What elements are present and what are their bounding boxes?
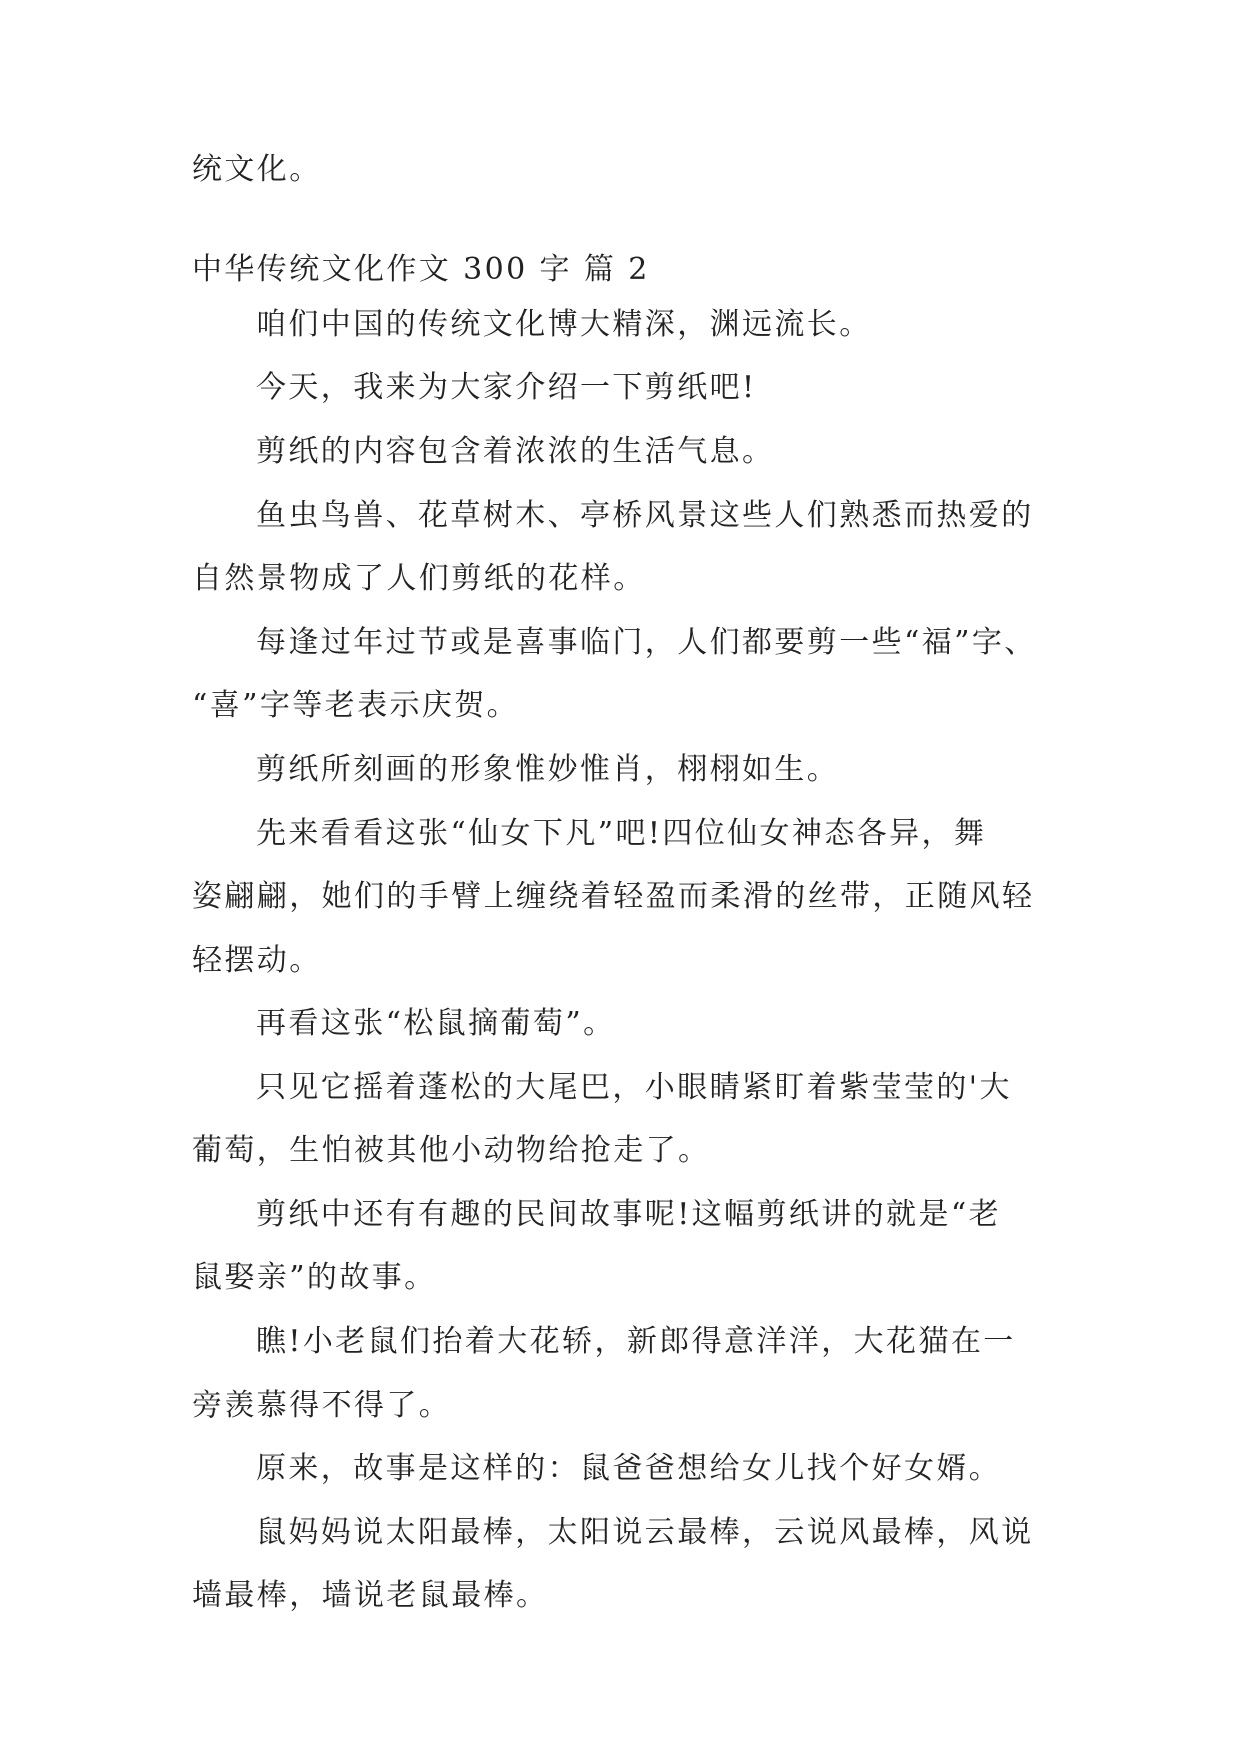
paragraph-line: 剪纸所刻画的形象惟妙惟肖，栩栩如生。	[256, 752, 840, 787]
paragraph-line: 每逢过年过节或是喜事临门，人们都要剪一些“福”字、	[256, 625, 1037, 660]
paragraph-line: 鱼虫鸟兽、花草树木、亭桥风景这些人们熟悉而热爱的	[256, 498, 1034, 533]
paragraph-line: “喜”字等老表示庆贺。	[192, 688, 520, 723]
paragraph-line: 姿翩翩，她们的手臂上缠绕着轻盈而柔滑的丝带，正随风轻	[192, 879, 1035, 914]
paragraph-line: 今天，我来为大家介绍一下剪纸吧!	[256, 370, 757, 405]
paragraph-line: 先来看看这张“仙女下凡”吧!四位仙女神态各异，舞	[256, 816, 987, 851]
paragraph-line: 轻摆动。	[192, 943, 322, 978]
paragraph-line: 自然景物成了人们剪纸的花样。	[192, 561, 646, 596]
paragraph-line: 瞧!小老鼠们抬着大花轿，新郎得意洋洋，大花猫在一	[256, 1324, 1016, 1359]
paragraph-line: 墙最棒，墙说老鼠最棒。	[192, 1578, 549, 1613]
paragraph-line: 剪纸的内容包含着浓浓的生活气息。	[256, 434, 775, 469]
paragraph-line: 葡萄，生怕被其他小动物给抢走了。	[192, 1133, 711, 1168]
paragraph-line: 剪纸中还有有趣的民间故事呢!这幅剪纸讲的就是“老	[256, 1197, 1001, 1232]
paragraph-line: 原来，故事是这样的：鼠爸爸想给女儿找个好女婿。	[256, 1451, 1002, 1486]
paragraph-line: 咱们中国的传统文化博大精深，渊远流长。	[256, 307, 872, 342]
paragraph-continuation: 统文化。	[192, 152, 322, 187]
paragraph-line: 再看这张“松鼠摘葡萄”。	[256, 1006, 616, 1041]
paragraph-line: 旁羡慕得不得了。	[192, 1388, 452, 1423]
paragraph-line: 鼠娶亲”的故事。	[192, 1260, 437, 1295]
paragraph-line: 鼠妈妈说太阳最棒，太阳说云最棒，云说风最棒，风说	[256, 1515, 1034, 1550]
section-heading: 中华传统文化作文 300 字 篇 2	[192, 252, 650, 287]
paragraph-line: 只见它摇着蓬松的大尾巴，小眼睛紧盯着紫莹莹的'大	[256, 1070, 1012, 1105]
